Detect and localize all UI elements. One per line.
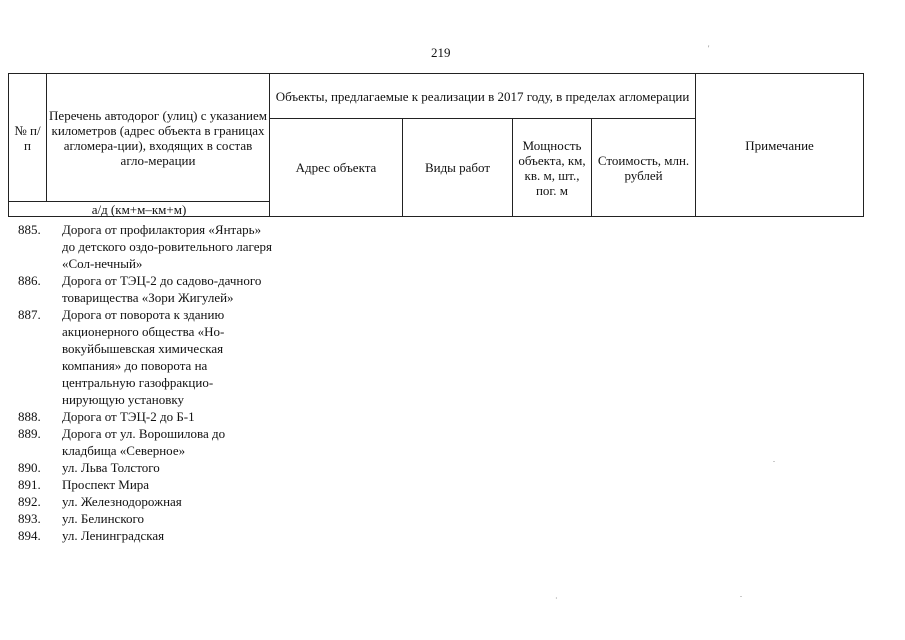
row-number: 888. [18, 409, 41, 424]
row-name: Проспект Мира [62, 477, 150, 492]
list-item [18, 510, 272, 527]
scan-speck: ' [708, 44, 710, 53]
page-number: 219 [431, 45, 451, 60]
header-cost-column: Стоимость, млн. рублей [592, 119, 696, 217]
row-number: 893. [18, 511, 41, 526]
road-list [18, 221, 272, 544]
row-name: ул. Белинского [62, 511, 144, 526]
header-num-column: № п/п [9, 74, 47, 202]
header-address-column: Адрес объекта [270, 119, 403, 217]
header-note-column: Примечание [696, 74, 864, 217]
row-number: 891. [18, 477, 41, 492]
row-number: 885. [18, 222, 41, 237]
row-name: Дорога от поворота к зданию акционерного общества «Но-вокуйбышевская химическая компания» до поворота на центральную газофракцио-нирующую установку [62, 307, 225, 407]
scan-speck: · [555, 594, 558, 603]
row-number: 886. [18, 273, 41, 288]
header-capacity-column: Мощность объекта, км, кв. м, шт., пог. м [513, 119, 592, 217]
scan-speck: . [740, 590, 742, 599]
scan-speck: . [773, 455, 775, 464]
row-name: ул. Железнодорожная [62, 494, 182, 509]
row-number: 892. [18, 494, 41, 509]
row-number: 889. [18, 426, 41, 441]
list-item [18, 459, 272, 476]
list-item [18, 306, 272, 408]
row-name: Дорога от профилактория «Янтарь» до детского оздо-ровительного лагеря «Сол-нечный» [62, 222, 272, 271]
row-name: Дорога от ул. Ворошилова до кладбища «Северное» [62, 426, 226, 458]
list-item [18, 425, 272, 459]
header-works-column: Виды работ [403, 119, 513, 217]
list-item [18, 493, 272, 510]
list-item [18, 408, 272, 425]
row-name: ул. Ленинградская [62, 528, 165, 543]
header-roads-unit: а/д (км+м–км+м) [9, 202, 270, 217]
list-item [18, 527, 272, 544]
row-name: Дорога от ТЭЦ-2 до садово-дачного товарищества «Зори Жигулей» [62, 273, 262, 305]
row-number: 890. [18, 460, 41, 475]
header-objects-group: Объекты, предлагаемые к реализации в 2017 году, в пределах агломерации [270, 74, 696, 119]
list-item [18, 272, 272, 306]
list-item [18, 221, 272, 272]
row-name: ул. Льва Толстого [62, 460, 160, 475]
list-item [18, 476, 272, 493]
header-roads-column: Перечень автодорог (улиц) с указанием километров (адрес объекта в границах агломера-ции), входящих в состав агло-мерации [47, 74, 270, 202]
table-header [8, 73, 864, 217]
row-name: Дорога от ТЭЦ-2 до Б-1 [62, 409, 195, 424]
row-number: 887. [18, 307, 41, 322]
row-number: 894. [18, 528, 41, 543]
